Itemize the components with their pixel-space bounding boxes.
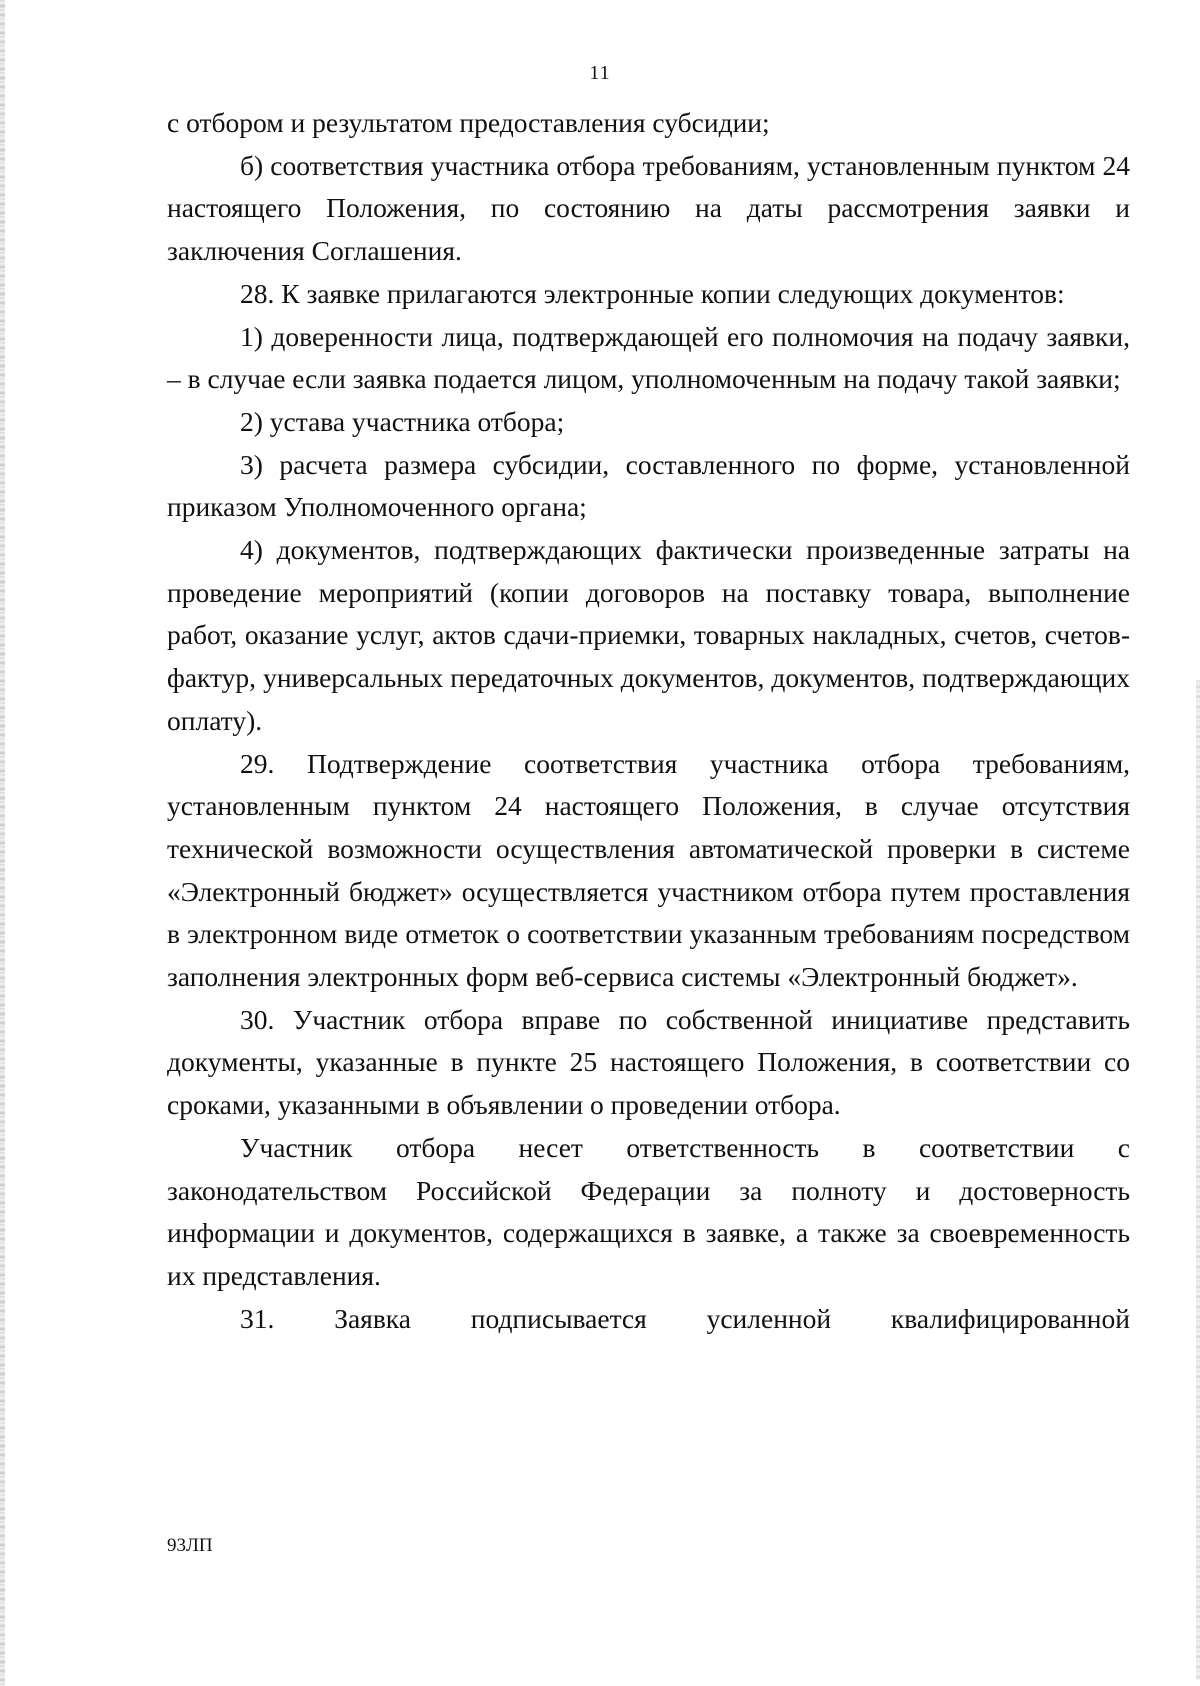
paragraph: 1) доверенности лица, подтверждающей его полномочия на подачу заявки, – в случае если заявка подается лицом, уполномоченным на подачу такой заявки; (167, 320, 1130, 395)
page-number: 11 (589, 62, 611, 84)
paragraph: 30. Участник отбора вправе по собственной инициативе представить документы, указанные в пункте 25 настоящего Положения, в соответствии со сроками, указанными в объявлении о проведении отбора. (167, 1003, 1130, 1121)
paragraph: Участник отбора несет ответственность в соответствии с законодательством Российской Федерации за полноту и достоверность информации и документов, содержащихся в заявке, а также за своевременность их представления. (167, 1131, 1130, 1291)
paragraph: 3) расчета размера субсидии, составленного по форме, установленной приказом Уполномоченного органа; (167, 448, 1130, 523)
paragraph: с отбором и результатом предоставления субсидии; (167, 107, 770, 138)
paragraph: 2) устава участника отбора; (240, 405, 565, 437)
paragraph: 4) документов, подтверждающих фактически произведенные затраты на проведение мероприятий (копии договоров на поставку товара, выполнение работ, оказание услуг, актов сдачи-приемки, товарных накладных, счетов, счетов-фактур, универсальных передаточных документов, документов, подтверждающих оплату). (167, 534, 1130, 736)
document-code: 93ЛП (167, 1535, 213, 1556)
paragraph: 28. К заявке прилагаются электронные копии следующих документов: (240, 277, 1065, 309)
paragraph: 31. Заявка подписывается усиленной квалифицированной (240, 1302, 1130, 1334)
paragraph: 29. Подтверждение соответствия участника отбора требованиям, установленным пунктом 24 настоящего Положения, в случае отсутствия технической возможности осуществления автоматической проверки в системе «Электронный бюджет» осуществляется участником отбора путем проставления в электронном виде отметок о соответствии указанным требованиям посредством заполнения электронных форм веб-сервиса системы «Электронный бюджет». (167, 747, 1130, 993)
paragraph: б) соответствия участника отбора требованиям, установленным пунктом 24 настоящего Положения, по состоянию на даты рассмотрения заявки и заключения Соглашения. (167, 149, 1130, 267)
document-body (167, 102, 1130, 1340)
scan-edge-left (0, 0, 5, 1686)
scan-edge-right (1196, 680, 1200, 1680)
